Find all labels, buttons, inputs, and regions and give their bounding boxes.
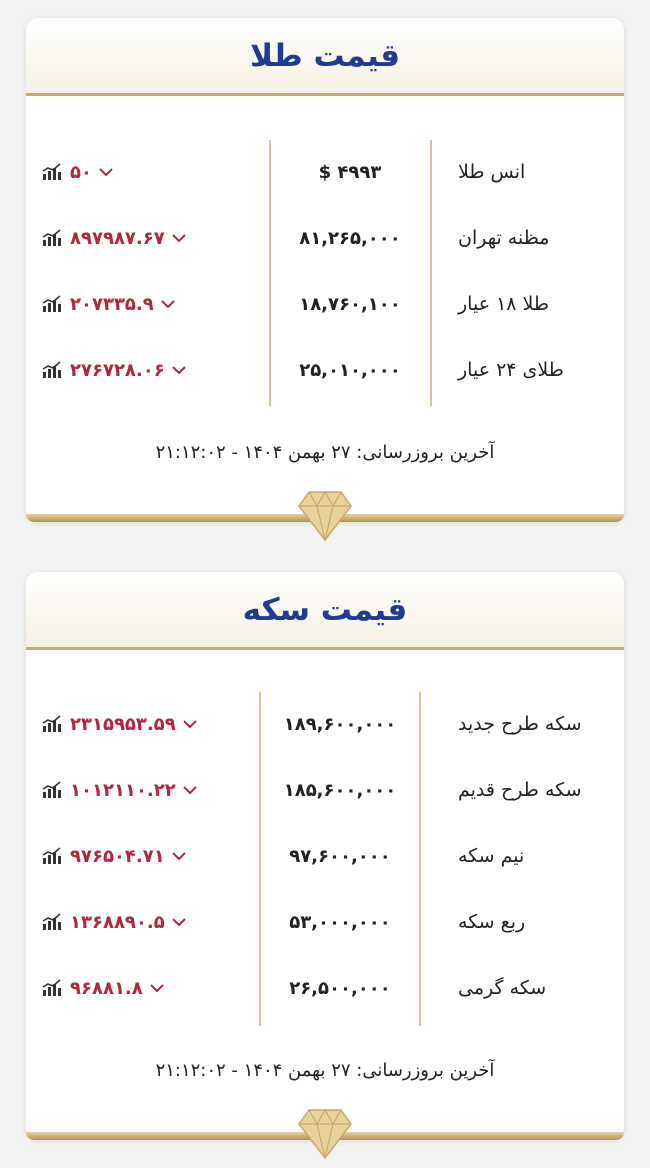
item-change: [42, 836, 187, 876]
item-name: سکه طرح جدید: [458, 713, 582, 735]
chevron-down-icon: [149, 983, 165, 993]
bar-chart-icon[interactable]: [42, 847, 64, 865]
change-value: ۲۷۶۷۲۸.۰۶: [70, 359, 165, 381]
item-price: ۱۸,۷۶۰,۱۰۰: [299, 293, 401, 315]
coin-card-header: [26, 572, 624, 650]
diamond-icon: [297, 1108, 353, 1160]
item-change: [42, 284, 176, 324]
table-row[interactable]: [26, 836, 624, 876]
chevron-down-icon: [182, 719, 198, 729]
item-name: نیم سکه: [458, 845, 525, 867]
change-value: ۱۰۱۲۱۱۰.۲۲: [70, 779, 176, 801]
item-change: [42, 218, 187, 258]
table-row[interactable]: [26, 350, 624, 390]
item-price: ۱۸۹,۶۰۰,۰۰۰: [283, 713, 397, 735]
diamond-icon: [297, 490, 353, 542]
table-row[interactable]: [26, 902, 624, 942]
change-value: ۵۰: [70, 161, 92, 183]
item-change: [42, 902, 187, 942]
last-updated-text: آخرین بروزرسانی: ۲۷ بهمن ۱۴۰۴ - ۲۱:۱۲:۰۲: [155, 1060, 495, 1081]
change-value: ۸۹۷۹۸۷.۶۷: [70, 227, 165, 249]
gold-price-card: [26, 18, 624, 522]
table-row[interactable]: [26, 704, 624, 744]
bar-chart-icon[interactable]: [42, 913, 64, 931]
change-value: ۲۳۱۵۹۵۳.۵۹: [70, 713, 176, 735]
table-row[interactable]: [26, 218, 624, 258]
item-price: ۹۷,۶۰۰,۰۰۰: [289, 845, 391, 867]
bar-chart-icon[interactable]: [42, 979, 64, 997]
item-price: ۱۸۵,۶۰۰,۰۰۰: [283, 779, 397, 801]
chevron-down-icon: [171, 233, 187, 243]
bar-chart-icon[interactable]: [42, 781, 64, 799]
chevron-down-icon: [171, 917, 187, 927]
change-value: ۹۶۸۸۱.۸: [70, 977, 143, 999]
change-value: ۹۷۶۵۰۴.۷۱: [70, 845, 165, 867]
item-change: [42, 704, 198, 744]
coin-price-card: [26, 572, 624, 1140]
change-value: ۲۰۷۳۳۵.۹: [70, 293, 154, 315]
item-name: انس طلا: [458, 161, 526, 183]
gold-card-title: قیمت طلا: [249, 37, 401, 74]
table-row[interactable]: [26, 968, 624, 1008]
item-name: مظنه تهران: [458, 227, 550, 249]
item-change: [42, 152, 114, 192]
bar-chart-icon[interactable]: [42, 163, 64, 181]
table-row[interactable]: [26, 152, 624, 192]
bar-chart-icon[interactable]: [42, 229, 64, 247]
item-change: [42, 770, 198, 810]
gold-card-header: [26, 18, 624, 96]
item-price: ۲۵,۰۱۰,۰۰۰: [299, 359, 401, 381]
chevron-down-icon: [182, 785, 198, 795]
coin-card-title: قیمت سکه: [242, 591, 408, 628]
change-value: ۱۳۶۸۸۹۰.۵: [70, 911, 165, 933]
bar-chart-icon[interactable]: [42, 715, 64, 733]
item-name: طلای ۲۴ عیار: [458, 359, 564, 381]
table-row[interactable]: [26, 284, 624, 324]
item-price: ۲۶,۵۰۰,۰۰۰: [289, 977, 391, 999]
item-name: ربع سکه: [458, 911, 526, 933]
item-change: [42, 968, 165, 1008]
chevron-down-icon: [171, 851, 187, 861]
item-name: سکه گرمی: [458, 977, 547, 999]
bar-chart-icon[interactable]: [42, 295, 64, 313]
last-updated-text: آخرین بروزرسانی: ۲۷ بهمن ۱۴۰۴ - ۲۱:۱۲:۰۲: [155, 442, 495, 463]
table-row[interactable]: [26, 770, 624, 810]
chevron-down-icon: [160, 299, 176, 309]
item-change: [42, 350, 187, 390]
chevron-down-icon: [171, 365, 187, 375]
item-price: ۵۳,۰۰۰,۰۰۰: [289, 911, 391, 933]
item-name: طلا ۱۸ عیار: [458, 293, 549, 315]
chevron-down-icon: [98, 167, 114, 177]
item-name: سکه طرح قدیم: [458, 779, 582, 801]
bar-chart-icon[interactable]: [42, 361, 64, 379]
item-price: ۸۱,۲۶۵,۰۰۰: [299, 227, 401, 249]
item-price: $ ۴۹۹۳: [318, 161, 382, 183]
